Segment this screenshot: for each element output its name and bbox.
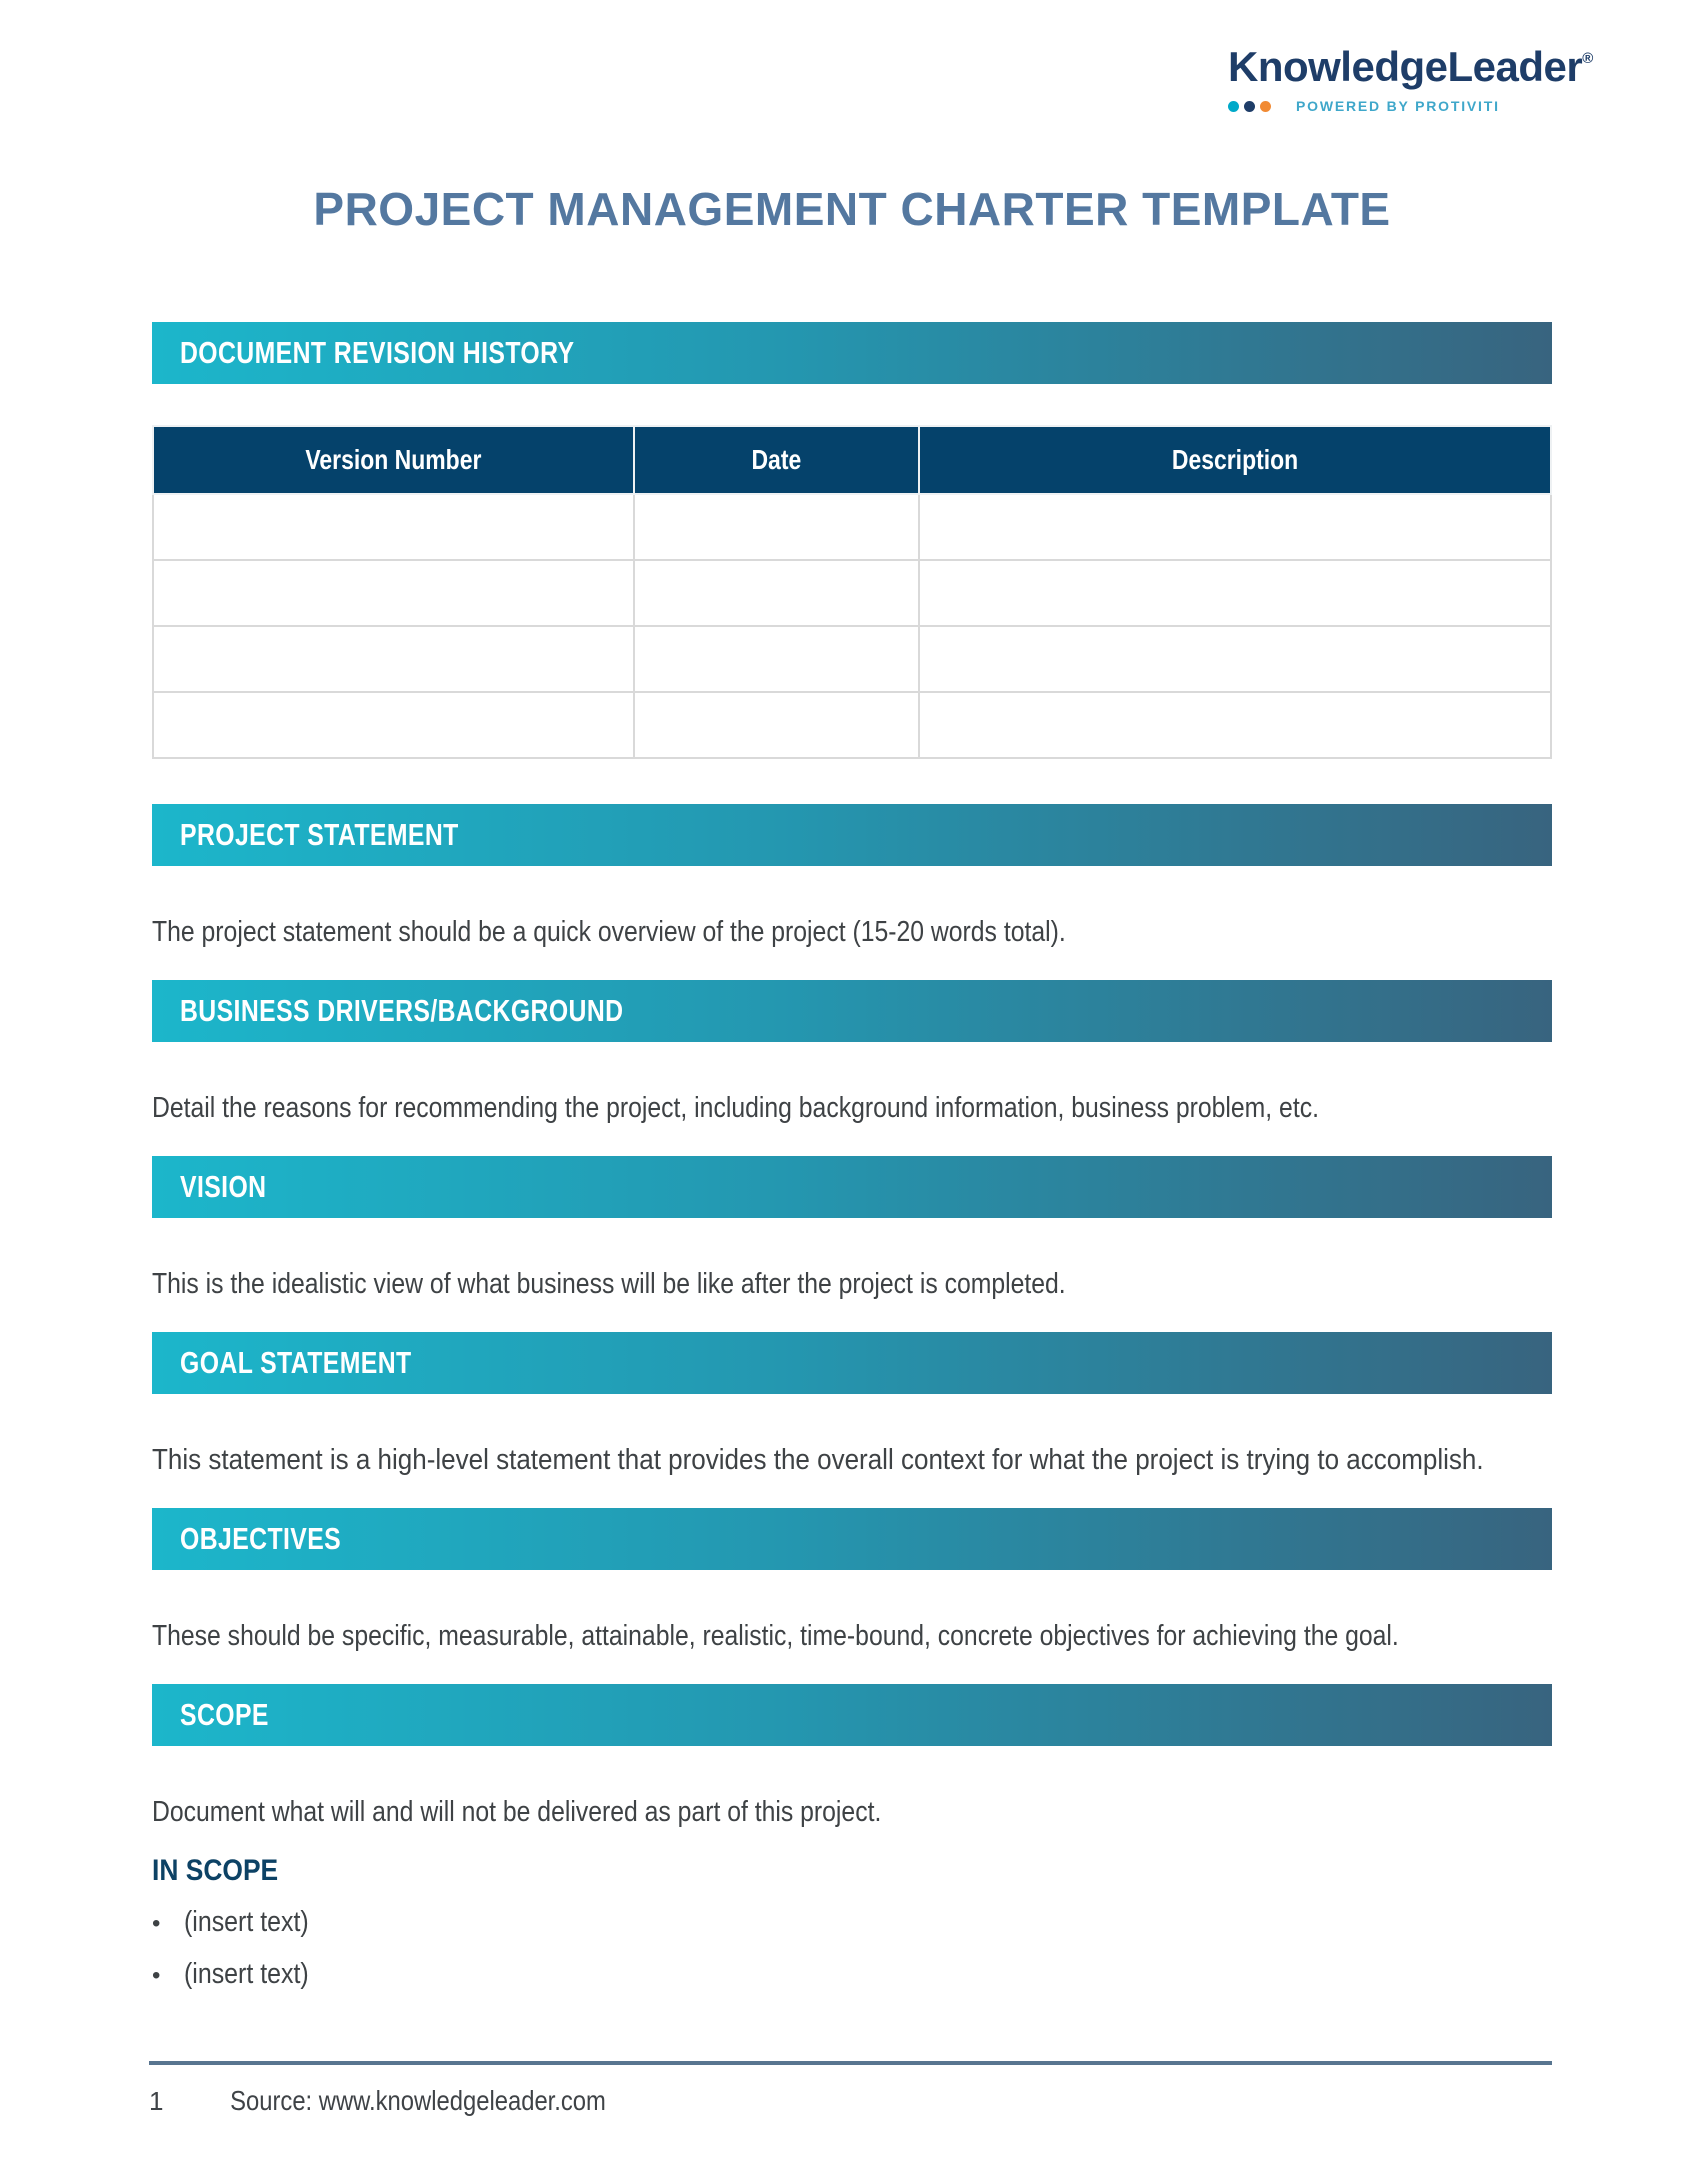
footer-divider (149, 2061, 1552, 2065)
revision-cell-description[interactable] (919, 560, 1551, 626)
table-header-row (153, 426, 1551, 494)
column-header-description (919, 426, 1551, 494)
revision-table-header (153, 426, 1551, 494)
section-body-text: Detail the reasons for recommending the project, including background information, business problem, etc. (152, 1092, 1319, 1124)
document-body (152, 0, 1552, 1996)
column-header-label: Version Number (305, 444, 482, 475)
section-project-statement (152, 804, 1552, 952)
section-header-label: GOAL STATEMENT (180, 1345, 412, 1380)
bullet-placeholder-text: (insert text) (184, 1906, 309, 1938)
revision-cell-version[interactable] (153, 692, 634, 758)
section-body-text: These should be specific, measurable, attainable, realistic, time-bound, concrete objectives for achieving the goal. (152, 1620, 1399, 1652)
page-title: PROJECT MANAGEMENT CHARTER TEMPLATE (313, 183, 1391, 235)
revision-cell-date[interactable] (634, 692, 919, 758)
in-scope-list (152, 1902, 1552, 1996)
column-header-version-number (153, 426, 634, 494)
source-text: Source: www.knowledgeleader.com (230, 2085, 607, 2116)
table-row (153, 494, 1551, 560)
bullet-placeholder-text: (insert text) (184, 1958, 309, 1990)
section-header-label: OBJECTIVES (180, 1521, 342, 1556)
section-business-drivers (152, 980, 1552, 1128)
section-header-vision (152, 1156, 1552, 1218)
list-item (152, 1902, 1552, 1944)
column-header-label: Date (751, 444, 802, 475)
column-header-date (634, 426, 919, 494)
registered-trademark-symbol: ® (1582, 50, 1593, 67)
in-scope-subheading: IN SCOPE (152, 1854, 279, 1887)
section-goal-statement (152, 1332, 1552, 1480)
section-vision (152, 1156, 1552, 1304)
logo-tagline-text: POWERED BY PROTIVITI (1296, 98, 1500, 114)
section-header-objectives (152, 1508, 1552, 1570)
revision-cell-version[interactable] (153, 560, 634, 626)
section-header-goal-statement (152, 1332, 1552, 1394)
section-body-text: Document what will and will not be delivered as part of this project. (152, 1796, 882, 1828)
section-body-text: This is the idealistic view of what business will be like after the project is completed. (152, 1268, 1066, 1300)
revision-history-table (152, 425, 1552, 759)
revision-cell-version[interactable] (153, 626, 634, 692)
page-number: 1 (149, 2086, 164, 2116)
section-header-label: VISION (180, 1169, 267, 1204)
section-header-document-revision-history (152, 322, 1552, 384)
list-item (152, 1954, 1552, 1996)
section-header-business-drivers (152, 980, 1552, 1042)
revision-cell-description[interactable] (919, 692, 1551, 758)
column-header-label: Description (1171, 444, 1299, 475)
section-header-scope (152, 1684, 1552, 1746)
footer-row (149, 2085, 1552, 2117)
section-scope (152, 1684, 1552, 1996)
revision-cell-date[interactable] (634, 494, 919, 560)
page-footer (149, 2061, 1552, 2117)
bullet-icon: • (152, 1962, 161, 1989)
revision-cell-date[interactable] (634, 560, 919, 626)
revision-cell-description[interactable] (919, 494, 1551, 560)
revision-cell-description[interactable] (919, 626, 1551, 692)
section-body-text: This statement is a high-level statement that provides the overall context for what the project is trying to accomplish. (152, 1444, 1484, 1476)
section-body-text: The project statement should be a quick overview of the project (15-20 words total). (152, 916, 1066, 948)
section-document-revision-history (152, 322, 1552, 759)
table-row (153, 626, 1551, 692)
section-header-project-statement (152, 804, 1552, 866)
logo-brand-name: KnowledgeLeader (1228, 43, 1583, 90)
section-header-label: BUSINESS DRIVERS/BACKGROUND (180, 993, 624, 1028)
section-header-label: SCOPE (180, 1697, 269, 1732)
section-header-label: PROJECT STATEMENT (180, 817, 459, 852)
revision-cell-date[interactable] (634, 626, 919, 692)
revision-cell-version[interactable] (153, 494, 634, 560)
table-row (153, 692, 1551, 758)
section-objectives (152, 1508, 1552, 1656)
section-header-label: DOCUMENT REVISION HISTORY (180, 335, 575, 370)
table-row (153, 560, 1551, 626)
revision-table-body (153, 494, 1551, 758)
bullet-icon: • (152, 1910, 161, 1937)
